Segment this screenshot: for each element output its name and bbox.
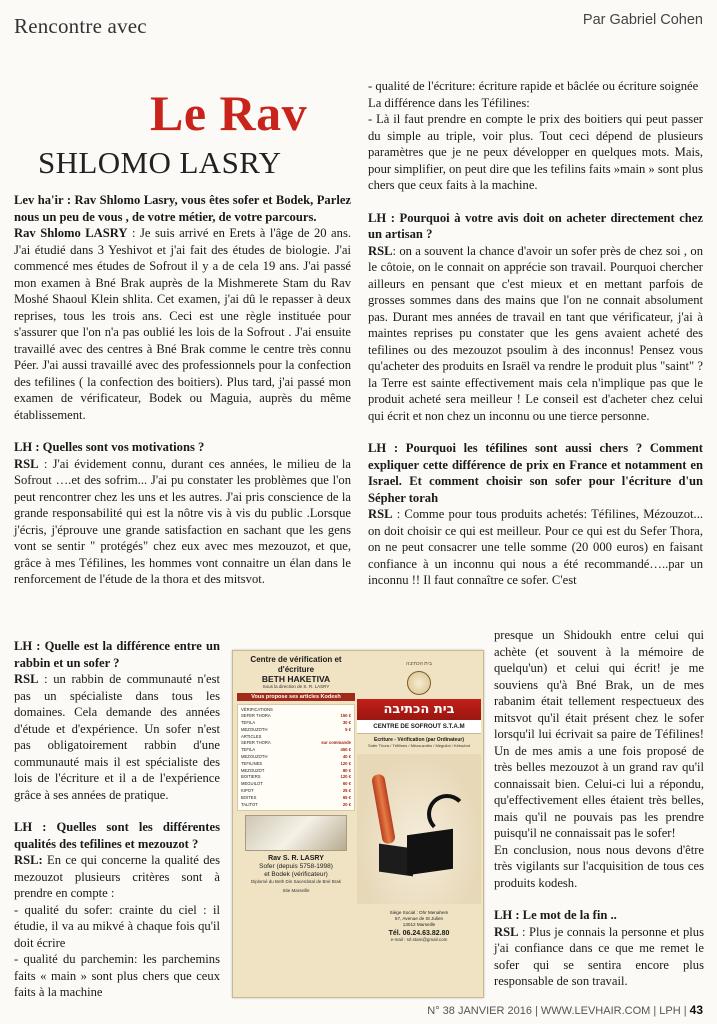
price-item-price: 120 € xyxy=(340,760,351,766)
price-row xyxy=(241,713,351,720)
answer-text: : un rabbin de communauté n'est pas un spécialiste dans tous les domaines. Cela demande des années d'étude et d'expérience. Un sofer n'est pas obligatoirement rabbin d'une communauté mais il est spécialiste des lois de l'écriture et il a de l'expérience grâce à ses années de pratique. xyxy=(14,672,220,802)
price-item-price: 450 € xyxy=(340,747,351,753)
article-column-left-bottom xyxy=(14,638,220,1001)
price-item-price: 120 € xyxy=(340,774,351,780)
ad-email: e-mail : srl.stam@gmail.com xyxy=(390,937,448,942)
price-item-price: 5 € xyxy=(345,726,351,732)
interview-answer xyxy=(14,225,351,423)
price-item-name: MEZOUZOT xyxy=(241,767,265,773)
footer-text: N° 38 JANVIER 2016 | WWW.LEVHAIR.COM | LPH | xyxy=(427,1005,687,1017)
interview-answer xyxy=(14,456,351,588)
price-item-price: 40 € xyxy=(342,754,351,760)
interview-question: LH : Pourquoi à votre avis doit on acheter directement chez un artisan ? xyxy=(368,210,703,241)
price-row xyxy=(241,754,351,761)
ad-contact-line-3: 13012 Marseille xyxy=(402,922,436,927)
speaker-label: RSL xyxy=(494,924,519,939)
price-item-price: 25 € xyxy=(342,788,351,794)
page-footer xyxy=(0,1003,703,1017)
price-item-name: MEGUILOT xyxy=(241,781,263,787)
price-item-price: 60 € xyxy=(342,781,351,787)
interview-answer xyxy=(368,506,703,589)
interview-question: LH : Quelles sont vos motivations ? xyxy=(14,440,205,454)
speaker-label: RSL xyxy=(14,456,39,471)
ad-headline: Centre de vérification et d'écriture xyxy=(250,655,342,674)
ad-rav-name: Rav S. R. LASRY xyxy=(268,855,324,863)
price-item-name: TEFILINES xyxy=(241,760,263,766)
interview-answer xyxy=(14,852,220,902)
ad-logo-icon xyxy=(407,671,431,695)
interview-answer xyxy=(14,671,220,803)
article-column-left-top xyxy=(14,192,351,588)
interview-question: LH : Pourquoi les téfilines sont aussi chers ? Comment expliquer cette différence de prix en France et notamment en Israel. Et comment choisir son sofer pour l'écriture d'un Sépher torah xyxy=(368,441,703,505)
price-row xyxy=(241,768,351,775)
scroll-image xyxy=(245,815,347,851)
price-item-price: 80 € xyxy=(342,767,351,773)
price-row xyxy=(241,740,351,747)
paragraph-gap xyxy=(494,891,704,907)
ad-services-list: Sofer Thora / Téfilines / Mézouzoths / Meguilot / Kétoubot xyxy=(368,743,470,748)
tefilin-strap-icon xyxy=(427,794,467,834)
advertisement xyxy=(232,650,484,998)
price-item-name: BOITIERS xyxy=(241,774,261,780)
price-row xyxy=(241,761,351,768)
price-item-name: ARTICLES xyxy=(241,733,262,739)
paragraph-gap xyxy=(368,424,703,440)
paragraph: presque un Shidoukh entre celui qui achète (et souvent à la mémoire de quelqu'un) et celui qui écrit! je me souviens qu'à Bné Brak, un de mes rabanim était tellement respectueux des mitsvot qu'il était présent chez le sofer lorsqu'il lui écrivait sa paire de Téfilines! Un de mes amis a une fois proposé de très belles mezouzot à un grand rav qu'il connaissait bien. Celui-ci lui a répondu, qu'effectivement elles étaient très belles, mais qu'il ne pouvais pas les prendre puisqu'il ne connaissait pas le sofer! xyxy=(494,628,704,840)
ad-contact-line-2: 57, Avenue de St Julien xyxy=(394,916,444,921)
section-kicker: Rencontre avec xyxy=(14,14,147,38)
interview-question: LH : Le mot de la fin .. xyxy=(494,908,617,922)
answer-text: : J'ai évidement connu, durant ces années, le milieu de la Sofrout ….et des sofrim... J'ai pu constater les problèmes que l'on peut rencontrer chez les uns et les autres. J'ai pris conscience de la grande responsabilité qui est la nôtre vis à vis du public .Lorsque j'écris, j'éprouve une grande satisfaction en sachant que les gens vont se sentir " protégés" chez eux avec mes mezouzot, et que, grâce à mes Téfilines, les hommes vont connaitre un élan dans le renforcement de l'étude de la thora et des mitsvot. xyxy=(14,456,351,586)
paragraph: - Là il faut prendre en compte le prix des boitiers qui peut passer du simple au triple, voir plus. Tout ceci dépend de plusieurs paramètres que je ne peux développer en quelques mots. Mais, pour simplifier, on peut dire que les tefilins faits »main » sont plus chers que ceux faits à la machine. xyxy=(368,112,703,192)
price-item-price: sur commande xyxy=(321,740,351,746)
ad-price-list xyxy=(237,704,355,812)
paragraph-gap xyxy=(14,803,220,819)
article-column-right-top xyxy=(368,78,703,589)
price-item-name: SEFER THORA xyxy=(241,713,271,719)
price-item-name: MEZOUZOTH xyxy=(241,726,268,732)
price-item-name: BOITES xyxy=(241,794,257,800)
page-number: 43 xyxy=(689,1003,703,1017)
answer-text: : Plus je connais la personne et plus j'ai confiance dans ce que me remet le sofer qui se sentira encore plus responsable de son travail. xyxy=(494,924,704,988)
speaker-label: RSL xyxy=(368,507,393,521)
interview-question: LH : Quelle est la différence entre un rabbin et un sofer ? xyxy=(14,639,220,670)
ad-rav-block xyxy=(237,855,355,879)
interview-answer xyxy=(494,924,704,990)
paragraph: En conclusion, nous nous devons d'être très vigilants sur l'acquisition de tous ces produits kodesh. xyxy=(494,842,704,890)
price-row xyxy=(241,774,351,781)
author-byline: Par Gabriel Cohen xyxy=(582,12,703,28)
tefilin-box-large-icon xyxy=(407,829,453,875)
paragraph: La différence dans les Téfilines: xyxy=(368,95,530,110)
answer-text: : Comme pour tous produits achetés: Téfilines, Mézouzot... on doit choisir ce qui est meilleur. Pour ce qui est du Sefer Thora, on ne peut consacrer une telle somme (20 000 euros) en faisant confiance à un inconnu qui nous a été recommandé…..par un inconnu !! Il faut connaître ce sofer. C'est xyxy=(368,507,703,587)
paragraph-gap xyxy=(14,423,351,439)
price-row xyxy=(241,707,351,714)
ad-left-panel xyxy=(237,655,355,993)
ad-phone: Tél. 06.24.63.82.80 xyxy=(388,930,450,937)
ad-web: Site Marseille xyxy=(282,887,310,893)
ad-contact-line-1: Siège Social : Ohr Menahem xyxy=(389,910,449,915)
answer-text: : on a souvent la chance d'avoir un sofer près de chez soi , on le côtoie, on le connait on apprécie son travail. Pourquoi chercher ailleurs en pensant que c'est mieux et en mettant parfois de grosses sommes dans des mains que l'on ne connait absolument pas. Durant mes années de travail en tant que vérificateur, j'ai à maintes reprises pu constater que les gens avaient acheté des tefilines ou des mezouzot psoulim à des inconnus! Pensez vous qu'acheter des produits en Israël va rendre le produit plus "saint" ? la Terre est sainte effectivement mais cela n'implique pas que le produit acheté sera meilleur ! Le conseil est d'acheter chez celui qui écrit et non chez un inconnu ou une tierce personne. xyxy=(368,243,703,423)
speaker-label: RSL xyxy=(368,243,393,258)
answer-text: En ce qui concerne la qualité des mezouzot plusieurs critères sont à prendre en compte : xyxy=(14,853,220,900)
paragraph: - qualité du sofer: crainte du ciel : il étudie, il va au mikvé à chaque fois qu'il doit écrire xyxy=(14,902,220,950)
ad-hebrew-small: בית הכתיבה xyxy=(406,661,432,667)
price-row xyxy=(241,727,351,734)
ad-rav-diploma: Diplomé du Beth Din Sacerdotal de Bné Brak xyxy=(250,879,342,885)
answer-text: : Je suis arrivé en Erets à l'âge de 20 ans. J'ai étudié dans 3 Yeshivot et j'ai fait des études de biologie. J'ai commencé mes études de Sofrout il y a de cela 19 ans. J'ai passé mon examen à Bné Brak auprès de la Mishmerete Stam du Rav Moshé Shaoul Klein shlita. Cet examen, j'ai dû le repasser à deux reprises, tous les trois ans. Ceci est une règle instituée pour s'assurer que l'on n'a pas oublié les lois de la Sofrout . J'ai ensuite travaillé avec des centres à Bné Brak comme le centre très connu Péer. J'ai aussi travaillé avec des professionnels pour la confection des tefilines ( la confection des boitiers). Plus tard, j'ai passé mon examen de vérificateur, Bodek ou Maguia, auprès du même établissement. xyxy=(14,226,351,422)
ad-direction: Sous la direction de S. R. LASRY xyxy=(262,684,330,689)
price-row xyxy=(241,802,351,809)
ad-contact xyxy=(357,910,481,928)
speaker-label: Rav Shlomo LASRY xyxy=(14,226,128,240)
price-item-price: 150 € xyxy=(340,713,351,719)
price-item-price: 30 € xyxy=(342,720,351,726)
price-item-name: SEFER THORA xyxy=(241,740,271,746)
ad-rav-role: Sofer (depuis 5758-1998) xyxy=(259,863,333,871)
price-row xyxy=(241,795,351,802)
ad-hebrew-title: בית הכתיבה xyxy=(357,699,481,720)
interview-question: Lev ha'ir : Rav Shlomo Lasry, vous êtes sofer et Bodek, Parlez nous un peu de vous , de votre métier, de votre parcours. xyxy=(14,193,351,224)
price-row xyxy=(241,747,351,754)
price-item-price: 20 € xyxy=(342,801,351,807)
paragraph: - qualité de l'écriture: écriture rapide et bâclée ou écriture soignée xyxy=(368,79,699,93)
price-item-price: 65 € xyxy=(342,794,351,800)
speaker-label: RSL xyxy=(14,672,39,686)
interview-answer xyxy=(368,243,703,425)
title-line-2: SHLOMO LASRY xyxy=(38,145,282,180)
ad-rav-bodek: et Bodek (vérificateur) xyxy=(264,871,328,879)
paragraph-gap xyxy=(368,194,703,210)
price-item-name: TEFILA xyxy=(241,720,256,726)
mezouza-tube-icon xyxy=(371,773,396,844)
price-item-name: TEFILA xyxy=(241,747,256,753)
price-row xyxy=(241,734,351,741)
price-item-name: TALITOT xyxy=(241,801,258,807)
ad-services: Ecriture - Vérification (par Ordinateur) xyxy=(373,737,465,743)
ad-business-name: BETH HAKETIVA xyxy=(261,674,331,684)
paragraph: - qualité du parchemin: les parchemins faits « main » sont plus chers que ceux faits à la machine xyxy=(14,952,220,999)
interview-question: LH : Quelles sont les différentes qualités des tefilines et mezouzot ? xyxy=(14,820,220,851)
tefilin-image xyxy=(357,754,481,904)
price-row xyxy=(241,781,351,788)
title-line-1: Le Rav xyxy=(150,85,308,141)
ad-right-panel xyxy=(357,655,481,993)
article-column-right-bottom xyxy=(494,627,704,990)
price-row xyxy=(241,788,351,795)
speaker-label: RSL: xyxy=(14,853,43,867)
ad-band: Vous propose ses articles Kodesh xyxy=(237,693,355,701)
price-row xyxy=(241,720,351,727)
price-item-name: KIPOT xyxy=(241,788,254,794)
ad-centre-name: CENTRE DE SOFROUT S.T.A.M xyxy=(357,720,481,734)
price-item-name: MEZOUZOTH xyxy=(241,754,268,760)
price-item-name: VÉRIFICATIONS xyxy=(241,706,273,712)
